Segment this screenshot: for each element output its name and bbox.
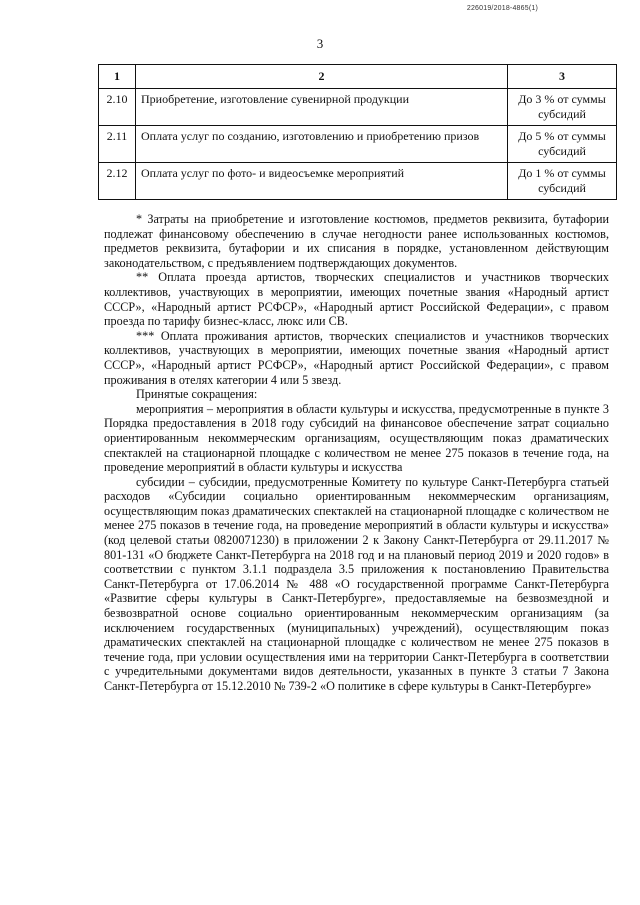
table-header-row (99, 65, 617, 89)
definition-subsidies: субсидии – субсидии, предусмотренные Комитету по культуре Санкт-Петербурга статьей расходов «Субсидии социально ориентированным некоммерческим организациям, осуществляющим показ драматических спектаклей на стационарной площадке с количеством не менее 275 показов в течение года, на проведение мероприятий в области культуры и искусства» (код целевой статьи 0820071230) в приложении 2 к Закону Санкт-Петербурга от 29.11.2017 № 801-131 «О бюджете Санкт-Петербурга на 2018 год и на плановый период 2019 и 2020 годов» в соответствии с пунктом 3.1.1 подраздела 3.5 приложения к постановлению Правительства Санкт-Петербурга от 17.06.2014 № 488 «О государственной программе Санкт-Петербурга «Развитие сферы культуры в Санкт-Петербурге», предоставляемые на безвозмездной и безвозвратной основе социально ориентированным некоммерческим организациям (за исключением государственных (муниципальных) учреждений), осуществляющим показ драматических спектаклей на стационарной площадке с количеством не менее 275 показов в течение года, при условии осуществления ими на территории Санкт-Петербурга в соответствии с учредительными документами видов деятельности, указанных в пункте 3 статьи 7 Закона Санкт-Петербурга от 15.12.2010 № 739-2 «О политике в сфере культуры в Санкт-Петербурге» (104, 474, 609, 693)
footnote-costumes: * Затраты на приобретение и изготовление костюмов, предметов реквизита, бутафории подлежат финансовому обеспечению в случае негодности ранее использованных костюмов, предметов реквизита, бутафории и их списания в порядке, установленном действующим законодательством, с предъявлением подтверждающих документов. (104, 212, 609, 270)
expense-table (98, 64, 617, 200)
row-number: 2.12 (99, 163, 136, 200)
footnote-accommodation: *** Оплата проживания артистов, творческих специалистов и участников творческих коллективов, участвующих в мероприятии, имеющих почетные звания «Народный артист СССР», «Народный артист РСФСР», «Народный артист Российской Федерации», с правом проживания в отелях категории 4 или 5 звезд. (104, 328, 609, 387)
table-row (99, 89, 617, 126)
document-body (104, 212, 609, 694)
row-description: Приобретение, изготовление сувенирной продукции (136, 89, 508, 126)
definition-events: мероприятия – мероприятия в области культуры и искусства, предусмотренные в пункте 3 Порядка предоставления в 2018 году субсидий на финансовое обеспечение затрат социально ориентированным некоммерческим организациям, осуществляющим показ драматических спектаклей на стационарной площадке с количеством не менее 275 показов в течение года, на проведение мероприятий в области культуры и искусства (104, 401, 609, 475)
row-number: 2.10 (99, 89, 136, 126)
footnote-travel: ** Оплата проезда артистов, творческих специалистов и участников творческих коллективов, участвующих в мероприятии, имеющих почетные звания «Народный артист СССР», «Народный артист РСФСР», «Народный артист Российской Федерации», с правом проезда по тарифу бизнес-класс, люкс или СВ. (104, 270, 609, 329)
column-header: 1 (99, 65, 136, 89)
table-row (99, 126, 617, 163)
table-row (99, 163, 617, 200)
column-header: 3 (508, 65, 617, 89)
column-header: 2 (136, 65, 508, 89)
row-limit: До 5 % от суммы субсидий (508, 126, 617, 163)
row-limit: До 3 % от суммы субсидий (508, 89, 617, 126)
page-number: 3 (316, 36, 324, 51)
document-id: 226019/2018-4865(1) (466, 5, 538, 12)
row-number: 2.11 (99, 126, 136, 163)
row-limit: До 1 % от суммы субсидий (508, 163, 617, 200)
abbreviations-heading: Принятые сокращения: (136, 387, 258, 402)
row-description: Оплата услуг по созданию, изготовлению и приобретению призов (136, 126, 508, 163)
row-description: Оплата услуг по фото- и видеосъемке мероприятий (136, 163, 508, 200)
